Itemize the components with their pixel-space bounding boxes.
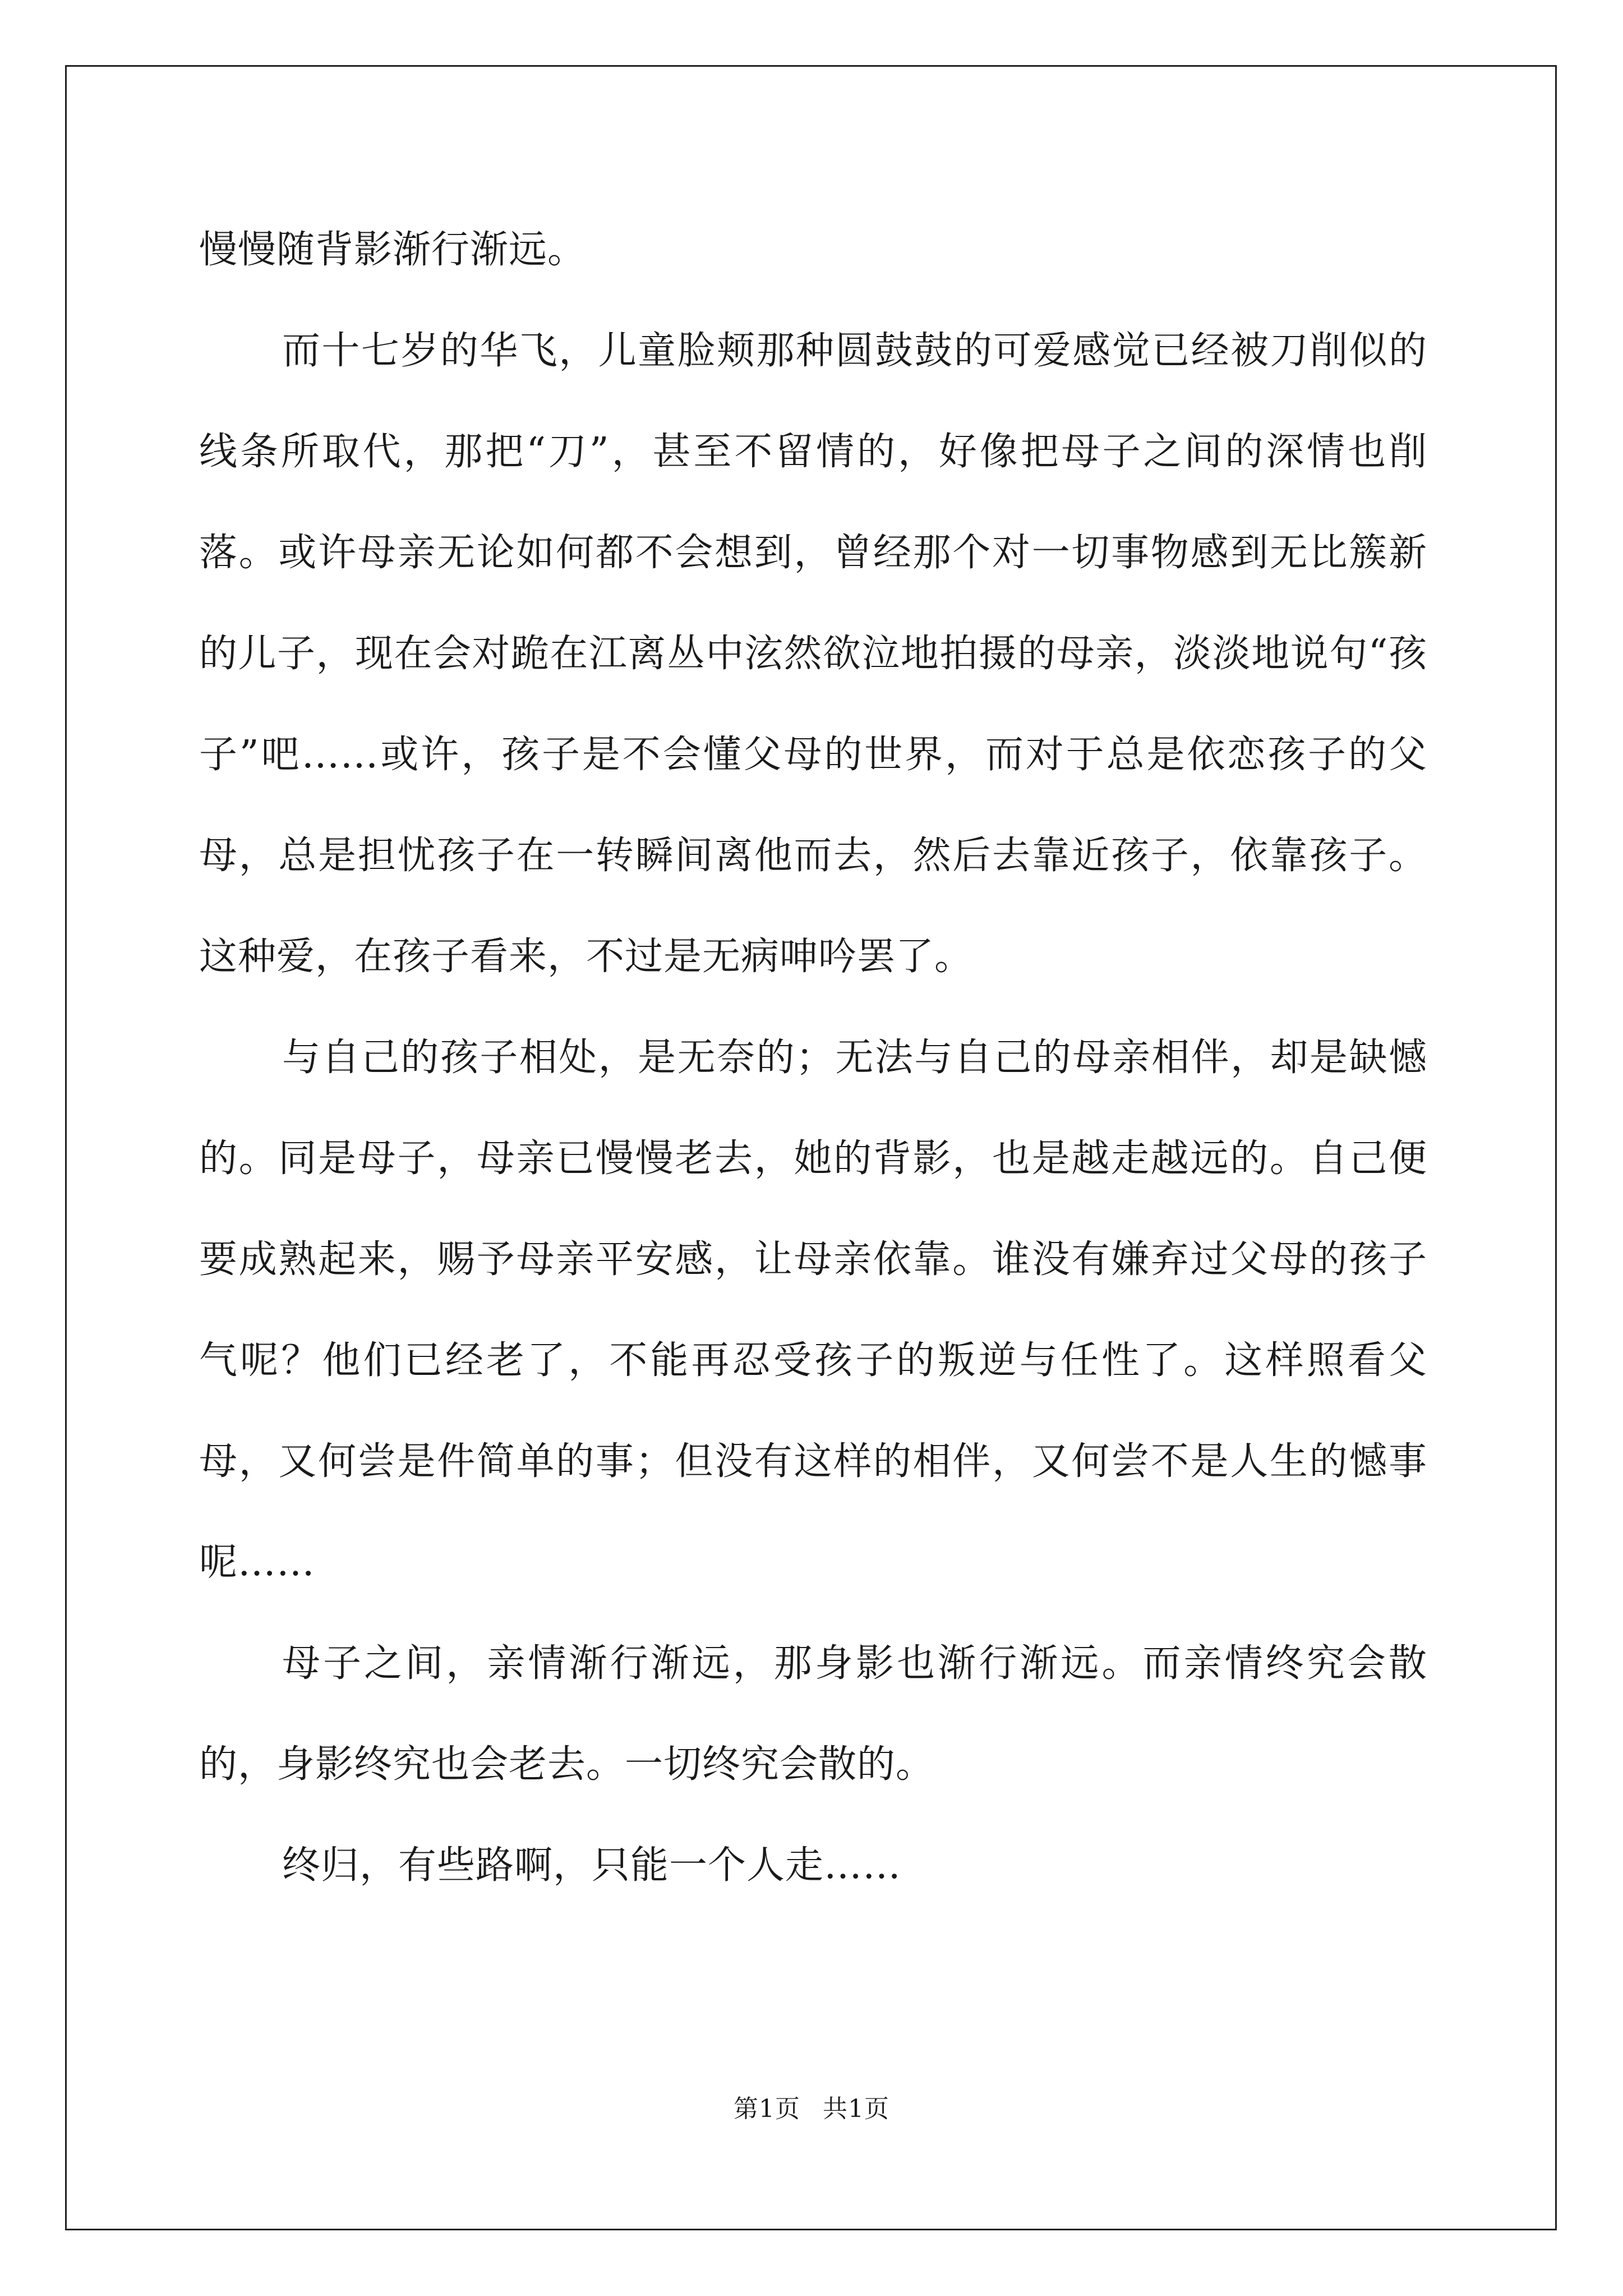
page-number: 第1页 (734, 2095, 800, 2123)
total-pages: 共1页 (823, 2095, 889, 2123)
document-body (199, 200, 1427, 1916)
paragraph-4: 母子之间，亲情渐行渐远，那身影也渐行渐远。而亲情终究会散的，身影终究也会老去。一切终究会散的。 (199, 1641, 1427, 1787)
paragraph-1: 慢慢随背影渐行渐远。 (199, 228, 587, 272)
paragraph-3: 与自己的孩子相处，是无奈的；无法与自己的母亲相伴，却是缺憾的。同是母子，母亲已慢慢老去，她的背影，也是越走越远的。自己便要成熟起来，赐予母亲平安感，让母亲依靠。谁没有嫌弃过父母的孩子气呢？他们已经老了，不能再忍受孩子的叛逆与任性了。这样照看父母，又何尝是件简单的事；但没有这样的相伴，又何尝不是人生的憾事呢…… (199, 1036, 1427, 1585)
page-footer (0, 2092, 1623, 2126)
paragraph-5: 终归，有些路啊，只能一个人走…… (282, 1843, 902, 1888)
paragraph-2: 而十七岁的华飞，儿童脸颊那种圆鼓鼓的可爱感觉已经被刀削似的线条所取代，那把“刀”，甚至不留情的，好像把母子之间的深情也削落。或许母亲无论如何都不会想到，曾经那个对一切事物感到无比簇新的儿子，现在会对跪在江离丛中泫然欲泣地拍摄的母亲，淡淡地说句“孩子”吧……或许，孩子是不会懂父母的世界，而对于总是依恋孩子的父母，总是担忧孩子在一转瞬间离他而去，然后去靠近孩子，依靠孩子。这种爱，在孩子看来，不过是无病呻吟罢了。 (199, 329, 1427, 979)
